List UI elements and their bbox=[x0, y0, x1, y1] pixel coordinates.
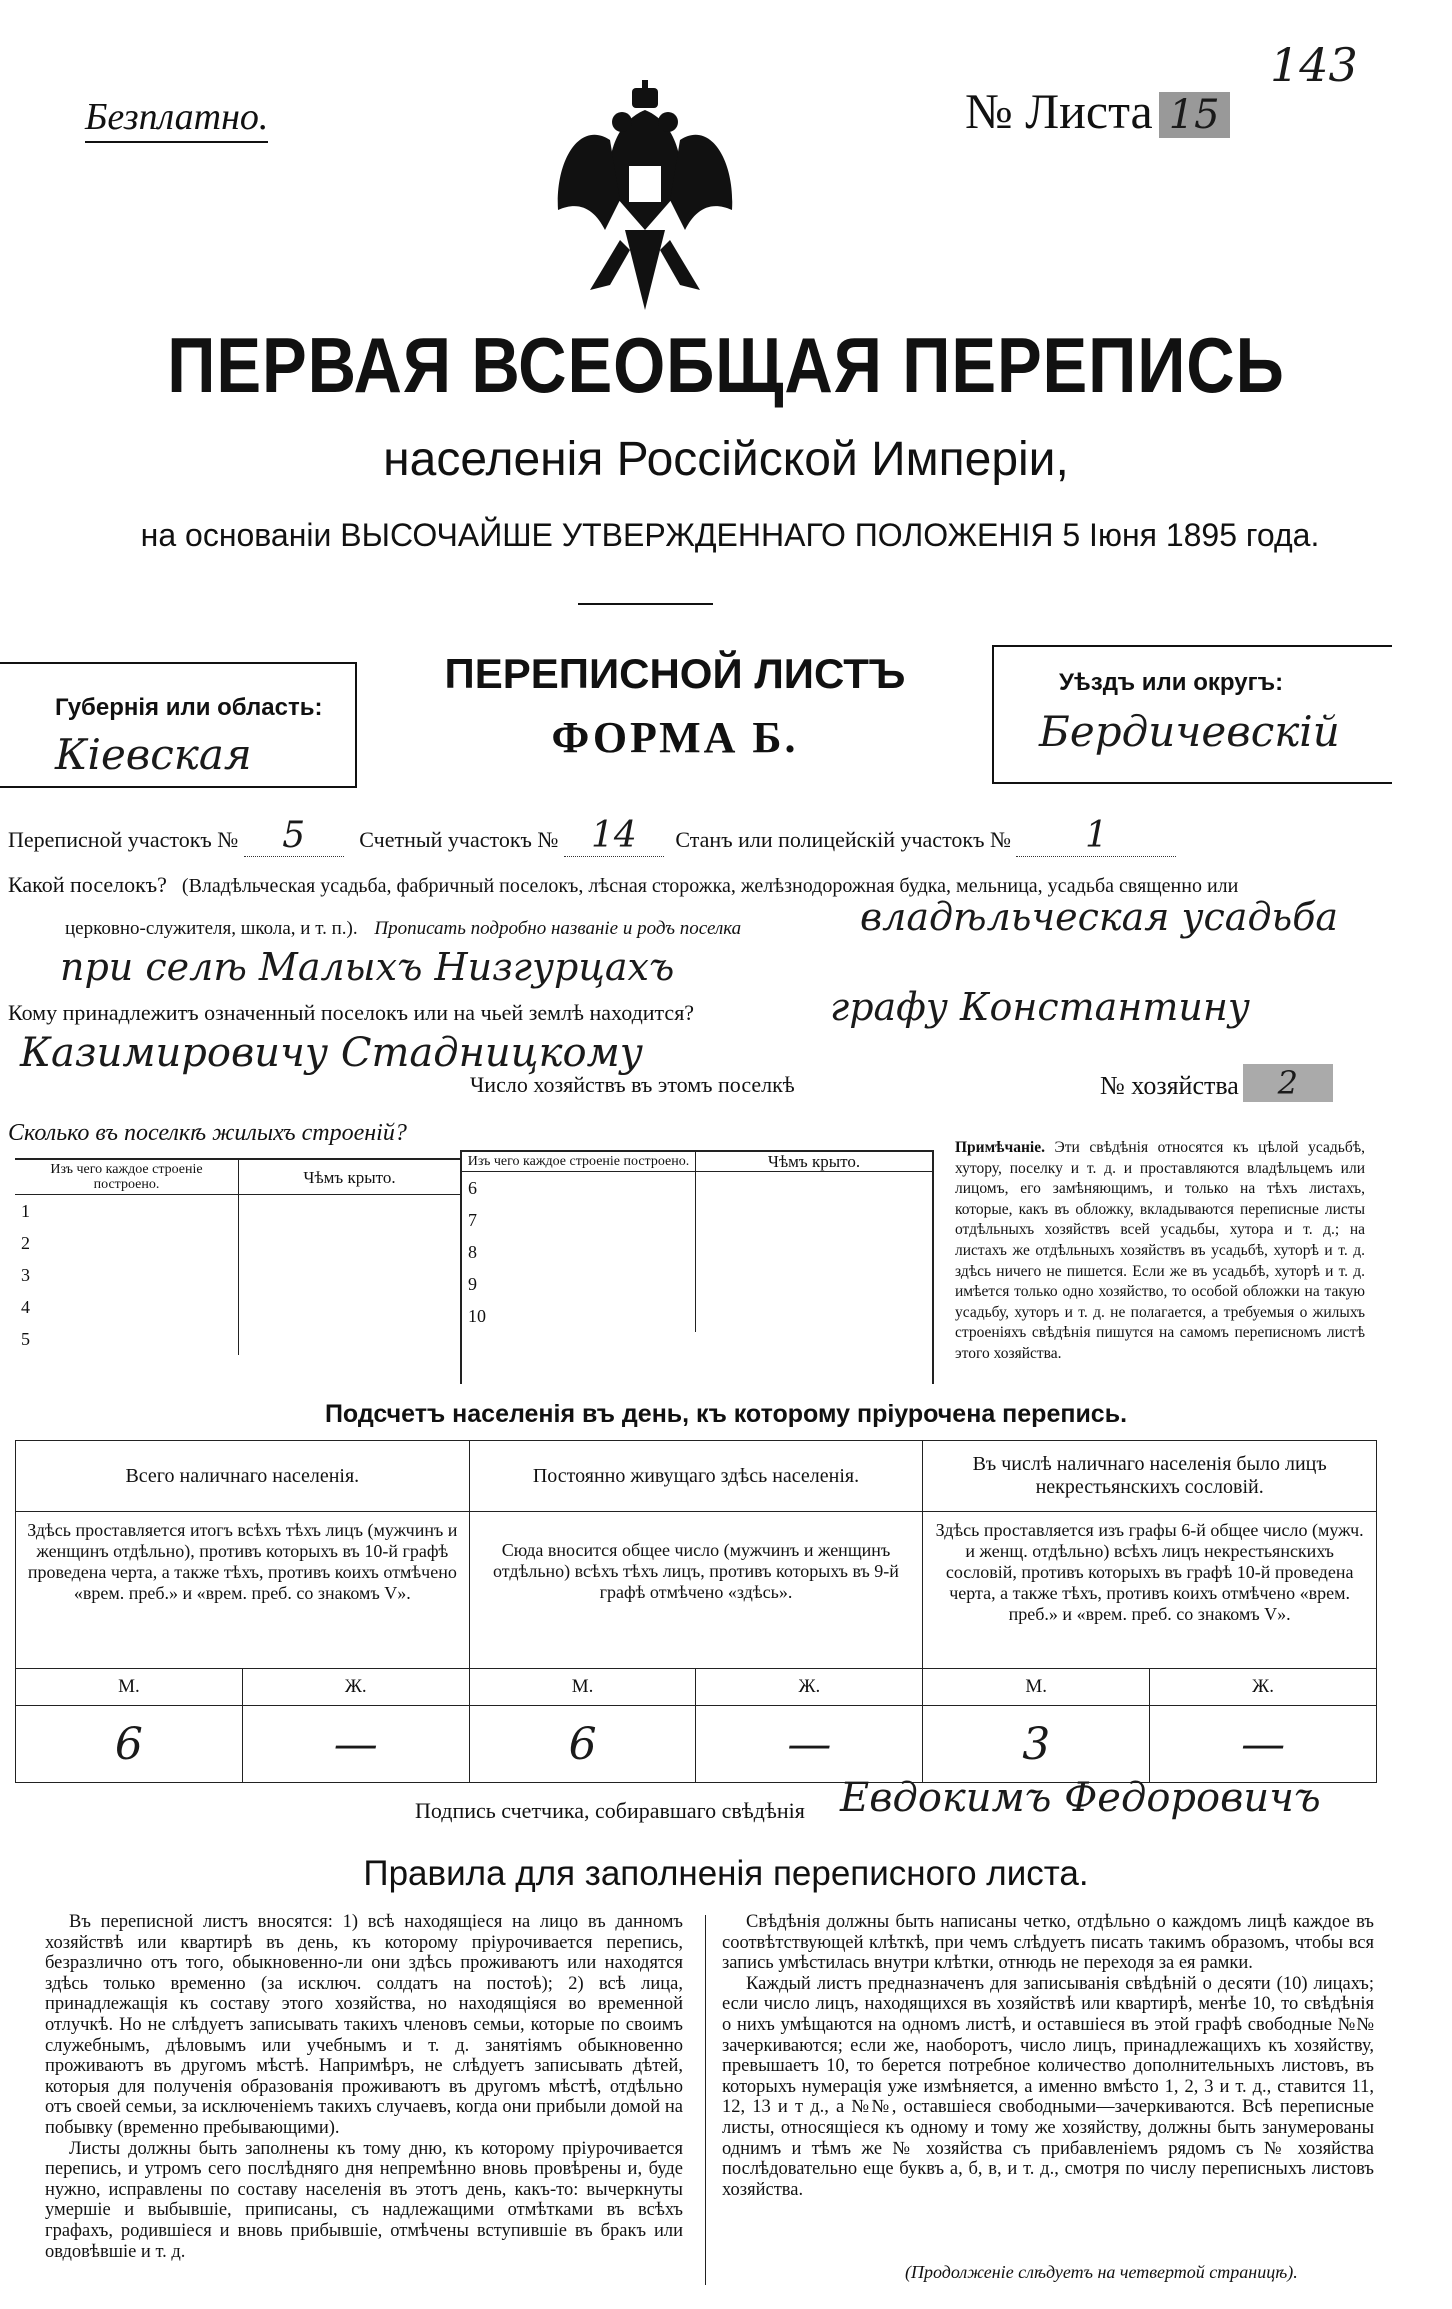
rules-continued: (Продолженіе слѣдуетъ на четвертой страницѣ). bbox=[905, 2262, 1298, 2282]
table-row: 5 bbox=[15, 1323, 460, 1355]
province-box bbox=[0, 662, 357, 788]
population-heading: Подсчетъ населенія въ день, къ которому пріурочена перепись. bbox=[324, 1400, 1128, 1428]
sub-title: населенія Россійской Имперіи, bbox=[383, 433, 1069, 486]
label-female: Ж. bbox=[1150, 1669, 1377, 1706]
district-label: Уѣздъ или округъ: bbox=[1059, 669, 1284, 696]
settlement-value-2: при селѣ Малыхъ Низгурцахъ bbox=[60, 945, 675, 989]
rules-heading: Правила для заполненія переписного листа. bbox=[363, 1854, 1089, 1893]
rules-paragraph: Каждый листъ предназначенъ для записыванія свѣдѣній о десяти (10) лицахъ; если число лицъ, находящихся въ хозяйствѣ или квартирѣ, менѣе 10, то свѣдѣнія о нихъ умѣщаются на одномъ листѣ, и оставшіеся въ этой графѣ свободные №№ зачеркиваются; если же, наоборотъ, число лицъ, принадлежащихъ къ хозяйству, превышаетъ 10, то берется потребное количество дополнительныхъ листовъ, въ которыхъ нумерація уже измѣняется, а именно вмѣсто 1, 2, 3 и т. д., ставится 11, 12, 13 и т д., а №№, оставшіеся свободными—зачеркиваются. Всѣ переписные листы, относящіеся къ одному и тому же хозяйству, должны быть занумерованы однимъ и тѣмъ же № хозяйства съ прибавленіемъ рядомъ съ № хозяйства послѣдовательно еще буквъ а, б, в, и т. д., смотря по числу переписныхъ листовъ хозяйства. bbox=[722, 1973, 1374, 2200]
household-no bbox=[1100, 1064, 1333, 1102]
household-no-value: 2 bbox=[1243, 1064, 1333, 1102]
main-title: ПЕРВАЯ ВСЕОБЩАЯ ПЕРЕПИСЬ bbox=[167, 321, 1285, 409]
non-peasant-female-value: — bbox=[1150, 1706, 1377, 1783]
table-row: 4 bbox=[15, 1291, 460, 1323]
table-row: 3 bbox=[15, 1259, 460, 1291]
rules-right-column bbox=[722, 1912, 1374, 2200]
permanent-male-value: 6 bbox=[469, 1706, 696, 1783]
total-female-value: — bbox=[242, 1706, 469, 1783]
owner-value-1: графу Константину bbox=[830, 985, 1250, 1029]
settlement-hint-1: (Владѣльческая усадьба, фабричный поселокъ, лѣсная сторожка, желѣзнодорожная будка, мельница, усадьба священно или bbox=[181, 875, 1239, 897]
district-box bbox=[992, 645, 1392, 784]
col-roof: Чѣмъ крыто. bbox=[696, 1152, 933, 1172]
col-permanent: Постоянно живущаго здѣсь населенія. bbox=[469, 1441, 923, 1512]
sheet-label: № Листа bbox=[965, 83, 1153, 139]
rules-paragraph: Листы должны быть заполнены къ тому дню, къ которому пріурочивается перепись, и утромъ сего послѣдняго дня непремѣнно вновь провѣрены и, буде нужно, исправлены по составу населенія въ этотъ день, какъ-то: вычеркнуты умершіе и выбывшіе, приписаны, съ надлежащими отмѣтками въ всѣхъ графахъ, родившіеся и вновь прибывшіе, отмѣчены вступившіе въ бракъ или овдовѣвшіе и т. д. bbox=[45, 2138, 683, 2262]
free-label: Безплатно. bbox=[85, 95, 268, 143]
form-label: ФОРМА Б. bbox=[551, 713, 799, 762]
rules-paragraph: Въ переписной листъ вносятся: 1) всѣ находящіеся на лицо въ данномъ хозяйствѣ или квартирѣ въ день, къ которому пріурочивается перепись, безразлично отъ того, обыкновенно-ли они здѣсь проживаютъ или находятся здѣсь только временно (за исключ. солдатъ на постоѣ); 2) всѣ лица, принадлежащія къ составу этого хозяйства, но находящіяся во временной отлучкѣ. Но не слѣдуетъ записывать такихъ членовъ семьи, которые по своимъ служебнымъ, дѣловымъ или учебнымъ и т. д. занятіямъ обыкновенно проживаютъ въ другомъ мѣстѣ. Напримѣръ, не слѣдуетъ записывать дѣтей, которыя для полученія образованія проживаютъ въ другомъ мѣстѣ, отдѣльно отъ своей семьи, за исключеніемъ такихъ случаевъ, когда они прибыли домой на побывку (временно пребывающими). bbox=[45, 1912, 683, 2138]
district-value: Бердичевскій bbox=[1039, 707, 1340, 756]
province-label: Губернія или область: bbox=[55, 694, 323, 721]
label-male: М. bbox=[16, 1669, 243, 1706]
counting-district-value: 14 bbox=[564, 815, 664, 857]
divider bbox=[578, 603, 713, 605]
note-text: Эти свѣдѣнія относятся къ цѣлой усадьбѣ, хутору, поселку и т. д. и проставляются владѣльцемъ или лицомъ, его замѣняющимъ, и только на тѣхъ листахъ, которые, какъ въ обложку, вкладываются переписные листы отдѣльныхъ хозяйствъ всей усадьбы, хутора и т. д.; на листахъ же отдѣльныхъ хозяйствъ въ усадьбѣ, хуторѣ и т. д. здѣсь ничего не пишется. Если же въ усадьбѣ, хуторѣ и т. д. имѣется только одно хозяйство, то особой обложки на такую усадьбу, хуторъ и т. д. не полагается, а требуемыя о жилыхъ строеніяхъ свѣдѣнія пишутся на самомъ переписномъ листѣ этого хозяйства. bbox=[955, 1139, 1366, 1362]
desc-total-present: Здѣсь проставляется итогъ всѣхъ тѣхъ лицъ (мужчинъ и женщинъ отдѣльно), противъ которыхъ въ 10-й графѣ проведена черта, а также тѣхъ, противъ коихъ отмѣчено «врем. преб.» и «врем. преб. со знакомъ V». bbox=[16, 1512, 470, 1669]
buildings-label: Сколько въ поселкѣ жилыхъ строеній? bbox=[8, 1120, 407, 1146]
note-label: Примѣчаніе. bbox=[955, 1139, 1045, 1156]
settlement-label: Какой поселокъ? bbox=[8, 872, 167, 897]
buildings-table-right bbox=[460, 1150, 934, 1384]
col-total-present: Всего наличнаго населенія. bbox=[16, 1441, 470, 1512]
permanent-female-value: — bbox=[696, 1706, 923, 1783]
owner-value-2: Казимировичу Стадницкому bbox=[20, 1030, 643, 1076]
households-label: Число хозяйствъ въ этомъ поселкѣ bbox=[470, 1072, 795, 1097]
form-name: ПЕРЕПИСНОЙ ЛИСТЪ bbox=[444, 650, 906, 697]
settlement-hint-line bbox=[65, 918, 741, 940]
table-row: 9 bbox=[462, 1268, 932, 1300]
archive-number: 143 bbox=[1270, 38, 1358, 92]
sheet-number: 15 bbox=[1159, 92, 1230, 138]
settlement-value-1: владѣльческая усадьба bbox=[860, 895, 1339, 939]
label-male: М. bbox=[469, 1669, 696, 1706]
table-row: 7 bbox=[462, 1204, 932, 1236]
buildings-table-left bbox=[15, 1158, 460, 1392]
census-district-line bbox=[8, 815, 1176, 857]
owner-label: Кому принадлежитъ означенный поселокъ или на чьей землѣ находится? bbox=[8, 1000, 695, 1025]
table-row: 10 bbox=[462, 1300, 932, 1332]
census-district-value: 5 bbox=[244, 815, 344, 857]
settlement-hint-2: церковно-служителя, школа, и т. п.). bbox=[65, 918, 358, 939]
settlement-hint-3: Прописать подробно названіе и родъ поселка bbox=[374, 918, 742, 939]
table-row: 8 bbox=[462, 1236, 932, 1268]
station-value: 1 bbox=[1016, 815, 1176, 857]
col-built-from: Изъ чего каждое строеніе построено. bbox=[15, 1160, 239, 1195]
household-no-label: № хозяйства bbox=[1100, 1071, 1239, 1100]
desc-non-peasant: Здѣсь проставляется изъ графы 6-й общее число (мужч. и женщ. отдѣльно) всѣхъ лицъ некрестьянскихъ сословій, противъ которыхъ въ графѣ 10-й проведена черта, а также тѣхъ, противъ коихъ отмѣчено «врем. преб.» и «врем. преб. со знакомъ V». bbox=[923, 1512, 1377, 1669]
census-district-label: Переписной участокъ № bbox=[8, 827, 239, 852]
station-label: Станъ или полицейскій участокъ № bbox=[675, 827, 1011, 852]
total-male-value: 6 bbox=[16, 1706, 243, 1783]
signature-value: Евдокимъ Федоровичъ bbox=[840, 1775, 1321, 1821]
table-row: 6 bbox=[462, 1172, 932, 1205]
rules-divider bbox=[705, 1915, 706, 2285]
rules-paragraph: Свѣдѣнія должны быть написаны четко, отдѣльно о каждомъ лицѣ каждое въ соотвѣтствующей клѣткѣ, при чемъ слѣдуетъ писать такимъ образомъ, чтобы вся запись умѣстилась внутри клѣтки, отнюдь не переходя за ея рамки. bbox=[722, 1912, 1374, 1974]
imperial-eagle-emblem bbox=[550, 80, 740, 330]
population-table bbox=[15, 1440, 1377, 1783]
desc-permanent: Сюда вносится общее число (мужчинъ и женщинъ отдѣльно) всѣхъ тѣхъ лицъ, противъ которыхъ въ 9-й графѣ отмѣчено «здѣсь». bbox=[469, 1512, 923, 1669]
signature-label: Подпись счетчика, собиравшаго свѣдѣнія bbox=[415, 1798, 805, 1823]
label-female: Ж. bbox=[696, 1669, 923, 1706]
label-male: М. bbox=[923, 1669, 1150, 1706]
rules-left-column bbox=[45, 1912, 683, 2262]
col-built-from: Изъ чего каждое строеніе построено. bbox=[462, 1152, 696, 1172]
table-row: 1 bbox=[15, 1195, 460, 1228]
table-row: 2 bbox=[15, 1227, 460, 1259]
basis-line: на основаніи ВЫСОЧАЙШЕ УТВЕРЖДЕННАГО ПОЛОЖЕНІЯ 5 Іюня 1895 года. bbox=[140, 517, 1320, 553]
note bbox=[955, 1138, 1365, 1365]
province-value: Кіевская bbox=[55, 730, 252, 779]
label-female: Ж. bbox=[242, 1669, 469, 1706]
sheet-number-label bbox=[965, 82, 1230, 140]
non-peasant-male-value: 3 bbox=[923, 1706, 1150, 1783]
col-non-peasant: Въ числѣ наличнаго населенія было лицъ некрестьянскихъ сословій. bbox=[923, 1441, 1377, 1512]
counting-district-label: Счетный участокъ № bbox=[359, 827, 559, 852]
col-roof: Чѣмъ крыто. bbox=[239, 1160, 461, 1195]
